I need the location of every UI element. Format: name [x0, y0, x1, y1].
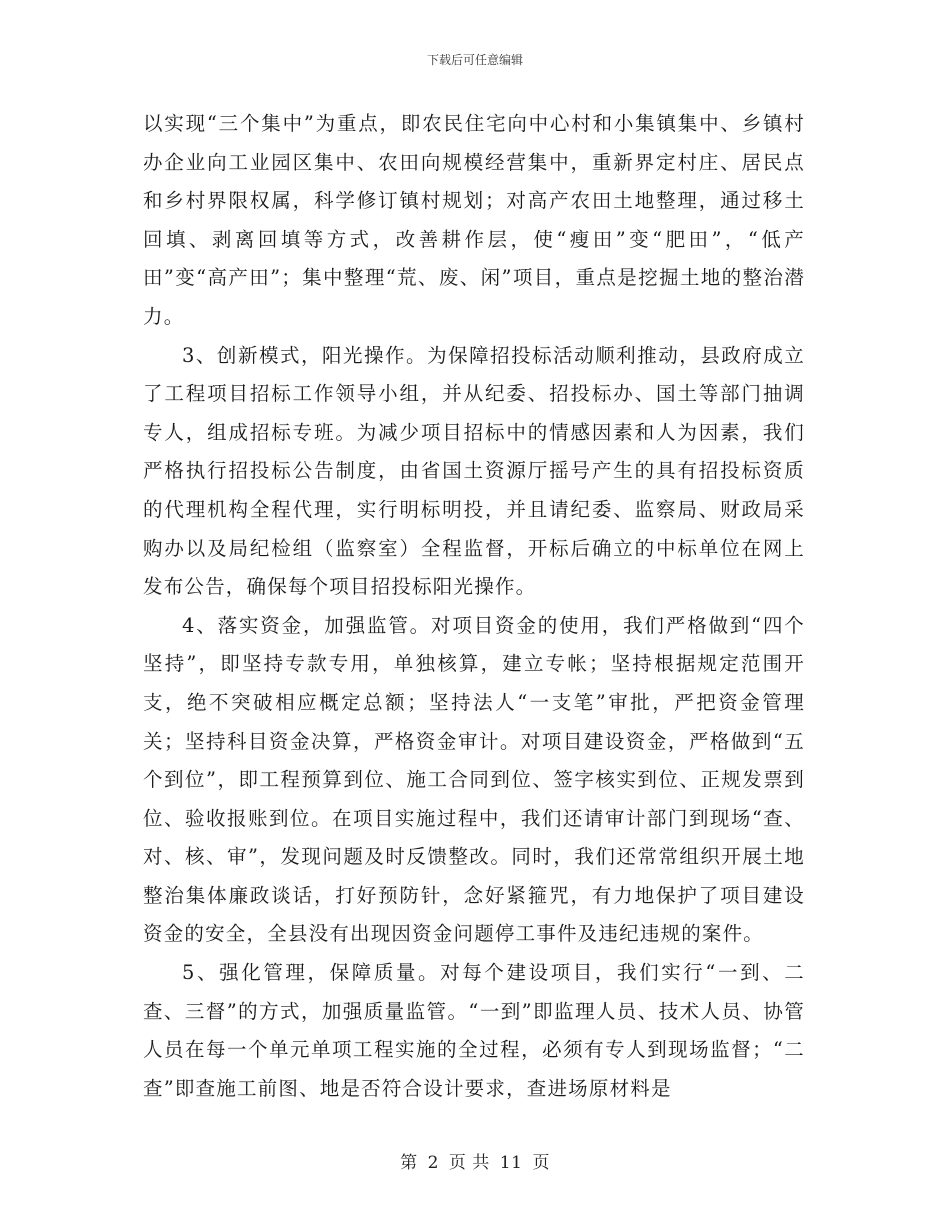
page-footer: [0, 1152, 950, 1174]
paragraph-item-5: 5、强化管理，保障质量。对每个建设项目，我们实行“一到、二查、三督”的方式，加强质量监管。“一到”即监理人员、技术人员、协管人员在每一个单元单项工程实施的全过程，必须有专人到现场监督；“二查”即查施工前图、地是否符合设计要求，查进场原材料是: [143, 961, 805, 1100]
footer-total-pages: 11: [499, 1153, 523, 1173]
document-body: [143, 105, 805, 1108]
paragraph-item-3: 3、创新模式，阳光操作。为保障招投标活动顺利推动，县政府成立了工程项目招标工作领导小组，并从纪委、招投标办、国土等部门抽调专人，组成招标专班。为减少项目招标中的情感因素和人为因素，我们严格执行招投标公告制度，由省国土资源厅摇号产生的具有招投标资质的代理机构全程代理，实行明标明投，并且请纪委、监察局、财政局采购办以及局纪检组（监察室）全程监督，开标后确立的中标单位在网上发布公告，确保每个项目招投标阳光操作。: [143, 343, 805, 599]
footer-middle: 页 共: [448, 1153, 490, 1173]
paragraph-continuation: 以实现“三个集中”为重点，即农民住宅向中心村和小集镇集中、乡镇村办企业向工业园区集中、农田向规模经营集中，重新界定村庄、居民点和乡村界限权属，科学修订镇村规划；对高产农田土地整理，通过移土回填、剥离回填等方式，改善耕作层，使“瘦田”变“肥田”，“低产田”变“高产田”；集中整理“荒、废、闲”项目，重点是挖掘土地的整治潜力。: [143, 112, 805, 328]
footer-current-page: 2: [427, 1153, 439, 1173]
page-header: 下载后可任意编辑: [426, 53, 523, 67]
footer-suffix: 页: [532, 1153, 550, 1173]
footer-prefix: 第: [400, 1153, 418, 1173]
paragraph-item-4: 4、落实资金，加强监管。对项目资金的使用，我们严格做到“四个坚持”，即坚持专款专用，单独核算，建立专帐；坚持根据规定范围开支，绝不突破相应概定总额；坚持法人“一支笔”审批，严把资金管理关；坚持科目资金决算，严格资金审计。对项目建设资金，严格做到“五个到位”，即工程预算到位、施工合同到位、签字核实到位、正规发票到位、验收报账到位。在项目实施过程中，我们还请审计部门到现场“查、对、核、审”，发现问题及时反馈整改。同时，我们还常常组织开展土地整治集体廉政谈话，打好预防针，念好紧箍咒，有力地保护了项目建设资金的安全，全县没有出现因资金问题停工事件及违纪违规的案件。: [143, 613, 805, 946]
